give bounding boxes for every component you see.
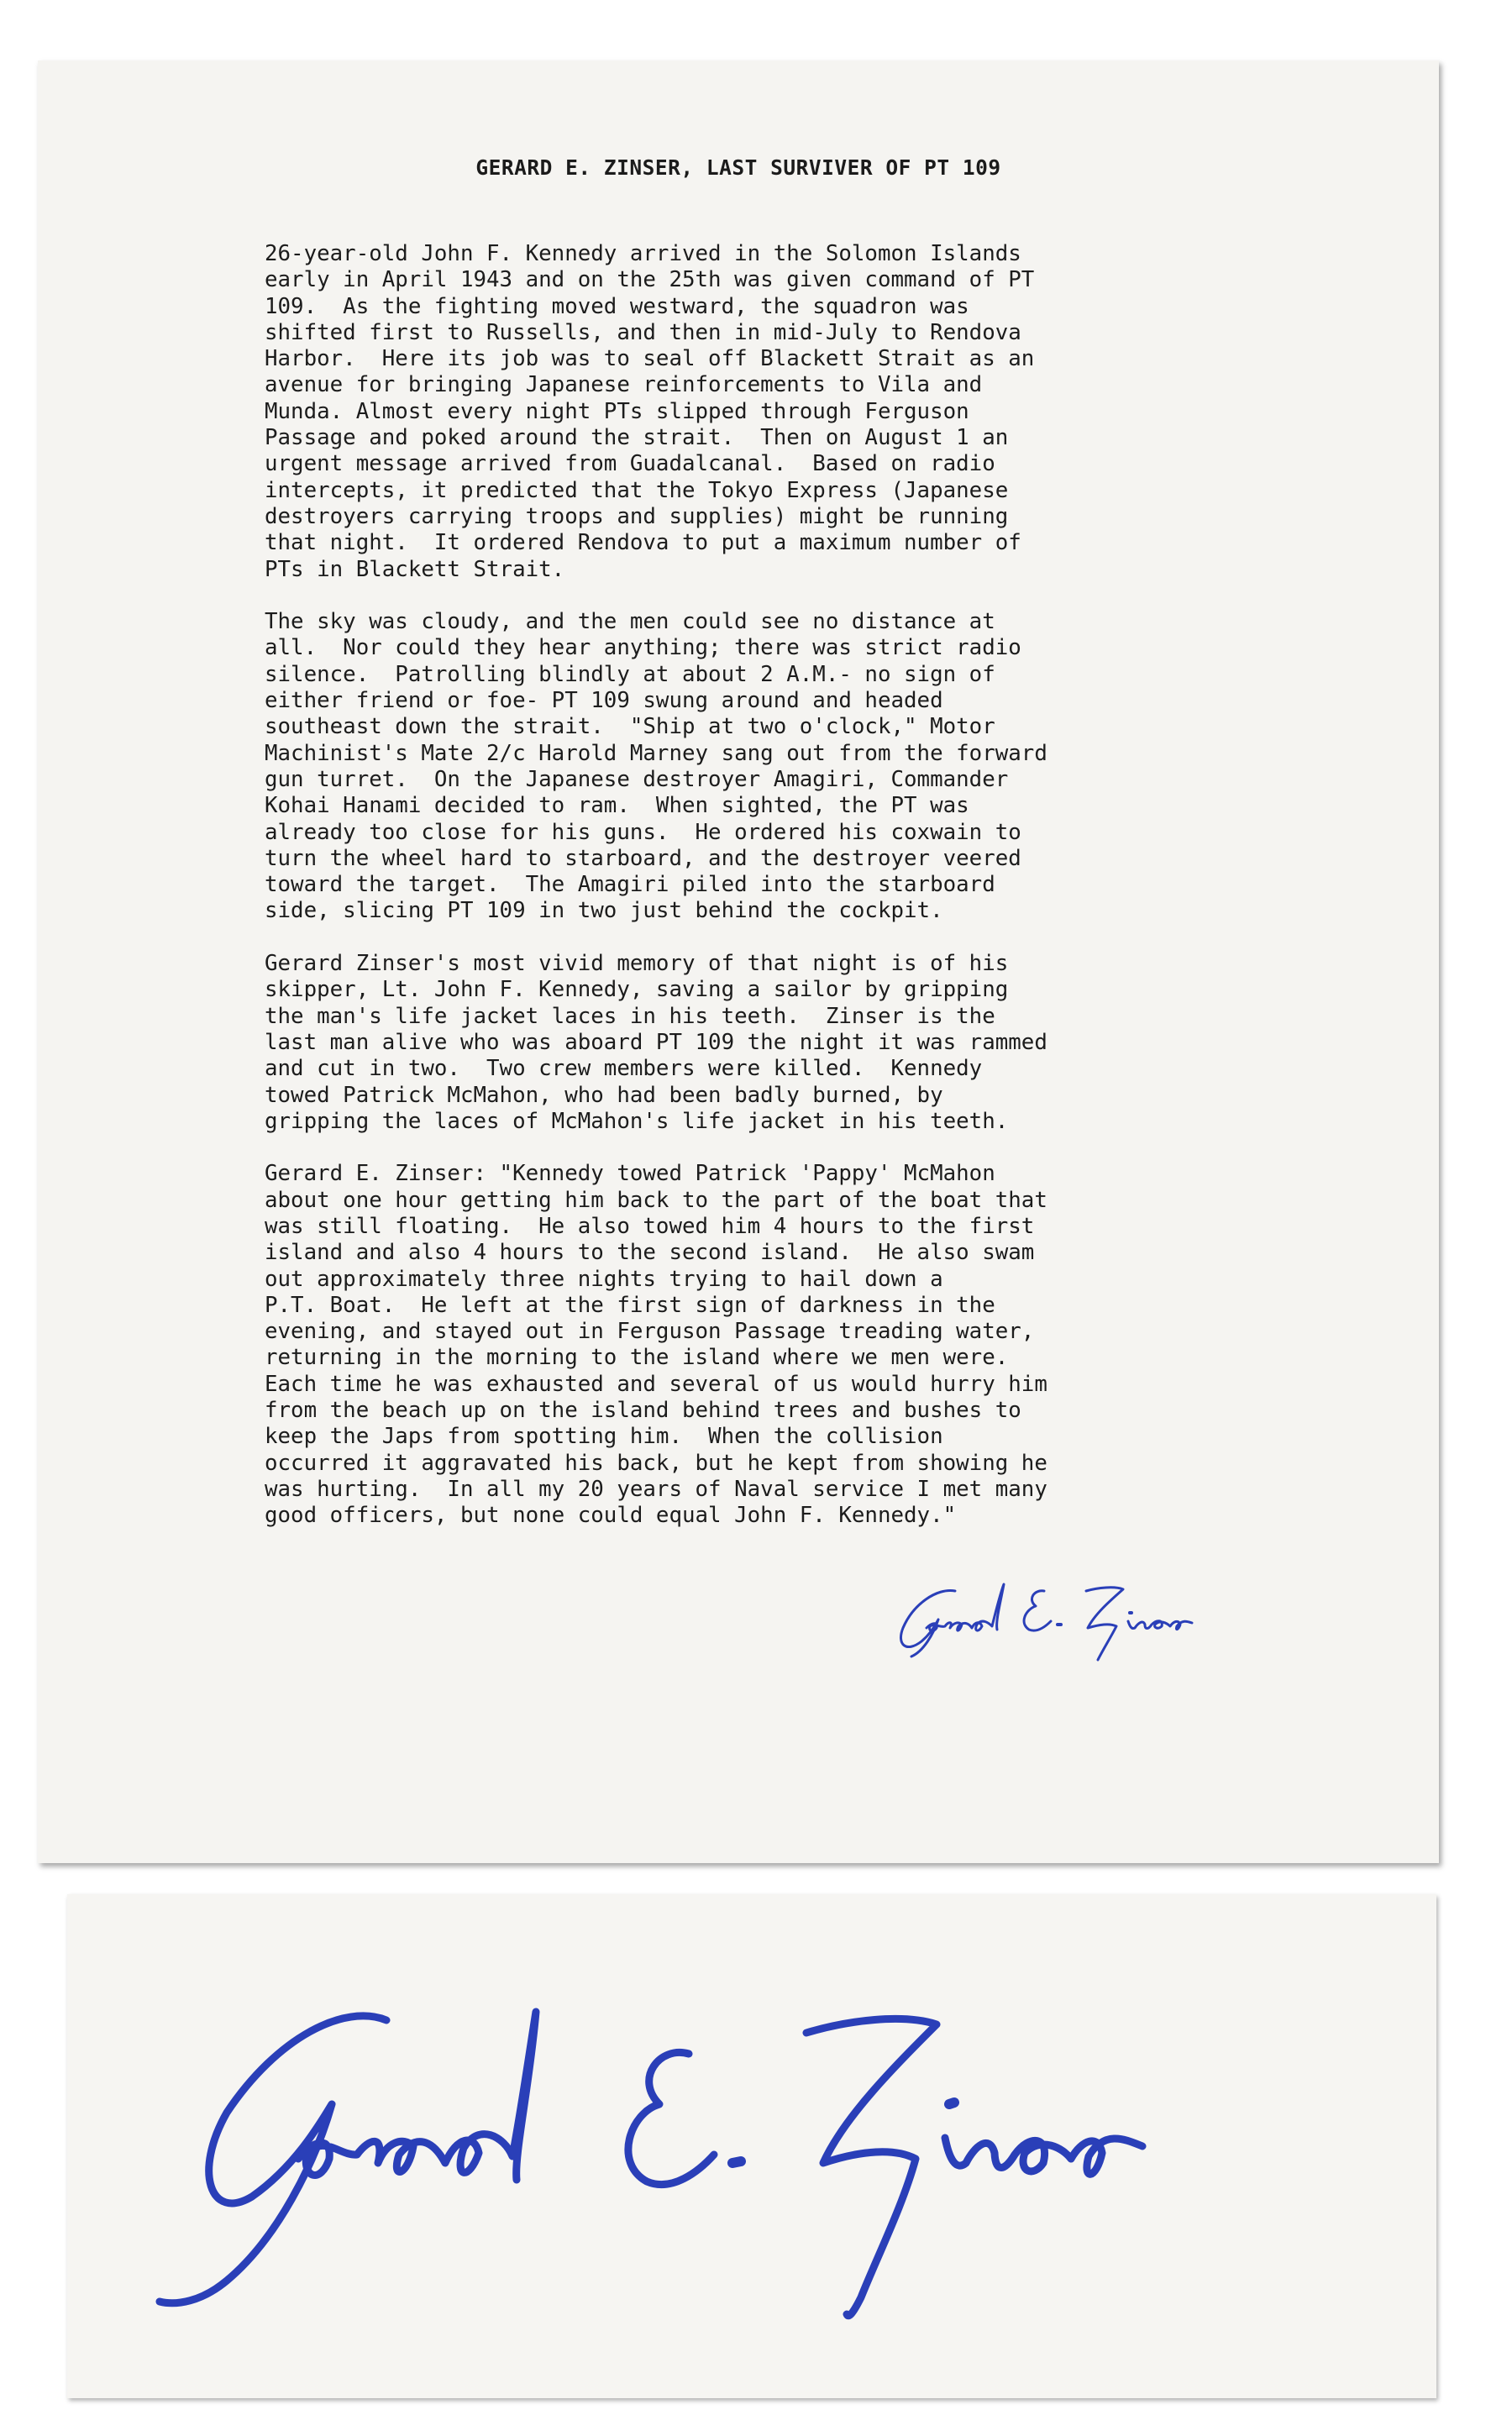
signature-closeup-image <box>134 1961 1394 2348</box>
text-line: turn the wheel hard to starboard, and the destroyer veered <box>265 845 1021 871</box>
text-line: destroyers carrying troops and supplies) might be running <box>265 503 1009 529</box>
text-line: good officers, but none could equal John F. Kennedy." <box>265 1503 957 1529</box>
text-line: Harbor. Here its job was to seal off Blackett Strait as an <box>265 346 1035 372</box>
text-line: southeast down the strait. "Ship at two o'clock," Motor <box>265 714 995 740</box>
text-line: silence. Patrolling blindly at about 2 A.M.- no sign of <box>265 661 995 687</box>
text-line: skipper, Lt. John F. Kennedy, saving a sailor by gripping <box>265 977 1009 1003</box>
text-line: Each time he was exhausted and several of us would hurry him <box>265 1371 1047 1397</box>
text-line: Machinist's Mate 2/c Harold Marney sang out from the forward <box>265 740 1047 766</box>
text-line: last man alive who was aboard PT 109 the night it was rammed <box>265 1029 1047 1055</box>
paragraph-3 <box>265 951 1306 1135</box>
text-line: Kohai Hanami decided to ram. When sighted, the PT was <box>265 793 969 819</box>
text-line: was hurting. In all my 20 years of Naval service I met many <box>265 1476 1047 1502</box>
text-line: Passage and poked around the strait. Then on August 1 an <box>265 425 1009 451</box>
text-line: toward the target. The Amagiri piled into the starboard <box>265 872 995 898</box>
text-line: PTs in Blackett Strait. <box>265 556 565 582</box>
text-line: about one hour getting him back to the part of the boat that <box>265 1187 1047 1213</box>
text-line: urgent message arrived from Guadalcanal. Based on radio <box>265 451 995 477</box>
text-line: gripping the laces of McMahon's life jacket in his teeth. <box>265 1108 1009 1134</box>
signature-image <box>878 1572 1298 1673</box>
text-line: from the beach up on the island behind trees and bushes to <box>265 1398 1021 1424</box>
text-line: early in April 1943 and on the 25th was given command of PT <box>265 267 1035 293</box>
text-line: the man's life jacket laces in his teeth. Zinser is the <box>265 1003 995 1029</box>
text-line: occurred it aggravated his back, but he kept from showing he <box>265 1450 1047 1476</box>
text-line: all. Nor could they hear anything; there was strict radio <box>265 635 1021 661</box>
text-line: Munda. Almost every night PTs slipped through Ferguson <box>265 398 969 424</box>
document-title: GERARD E. ZINSER, LAST SURVIVER OF PT 109 <box>475 155 1001 180</box>
text-line: that night. It ordered Rendova to put a maximum number of <box>265 530 1021 556</box>
text-line: already too close for his guns. He ordered his coxwain to <box>265 819 1021 845</box>
text-line: Gerard Zinser's most vivid memory of that night is of his <box>265 951 1009 977</box>
text-line: returning in the morning to the island where we men were. <box>265 1345 1009 1371</box>
text-line: and cut in two. Two crew members were killed. Kennedy <box>265 1056 983 1082</box>
text-line: avenue for bringing Japanese reinforcements to Vila and <box>265 372 983 398</box>
text-line: Gerard E. Zinser: "Kennedy towed Patrick 'Pappy' McMahon <box>265 1161 995 1187</box>
typed-letter-page <box>38 60 1439 1863</box>
paragraph-1 <box>265 241 1306 583</box>
text-line: island and also 4 hours to the second island. He also swam <box>265 1240 1035 1266</box>
paragraph-2 <box>265 609 1306 925</box>
text-line: The sky was cloudy, and the men could see no distance at <box>265 609 995 635</box>
text-line: intercepts, it predicted that the Tokyo Express (Japanese <box>265 477 1009 503</box>
text-line: towed Patrick McMahon, who had been badly burned, by <box>265 1082 943 1108</box>
text-line: either friend or foe- PT 109 swung around and headed <box>265 688 943 714</box>
text-line: keep the Japs from spotting him. When the collision <box>265 1424 943 1450</box>
text-line: P.T. Boat. He left at the first sign of darkness in the <box>265 1292 995 1318</box>
signature-closeup-panel <box>67 1894 1436 2398</box>
document-body <box>265 241 1306 1556</box>
text-line: shifted first to Russells, and then in mid-July to Rendova <box>265 319 1021 345</box>
paragraph-4 <box>265 1161 1306 1529</box>
text-line: 26-year-old John F. Kennedy arrived in the Solomon Islands <box>265 241 1021 266</box>
text-line: evening, and stayed out in Ferguson Passage treading water, <box>265 1319 1035 1345</box>
text-line: gun turret. On the Japanese destroyer Amagiri, Commander <box>265 766 1009 792</box>
text-line: out approximately three nights trying to hail down a <box>265 1266 943 1292</box>
text-line: 109. As the fighting moved westward, the squadron was <box>265 293 969 319</box>
text-line: was still floating. He also towed him 4 hours to the first <box>265 1213 1035 1239</box>
text-line: side, slicing PT 109 in two just behind the cockpit. <box>265 898 943 924</box>
